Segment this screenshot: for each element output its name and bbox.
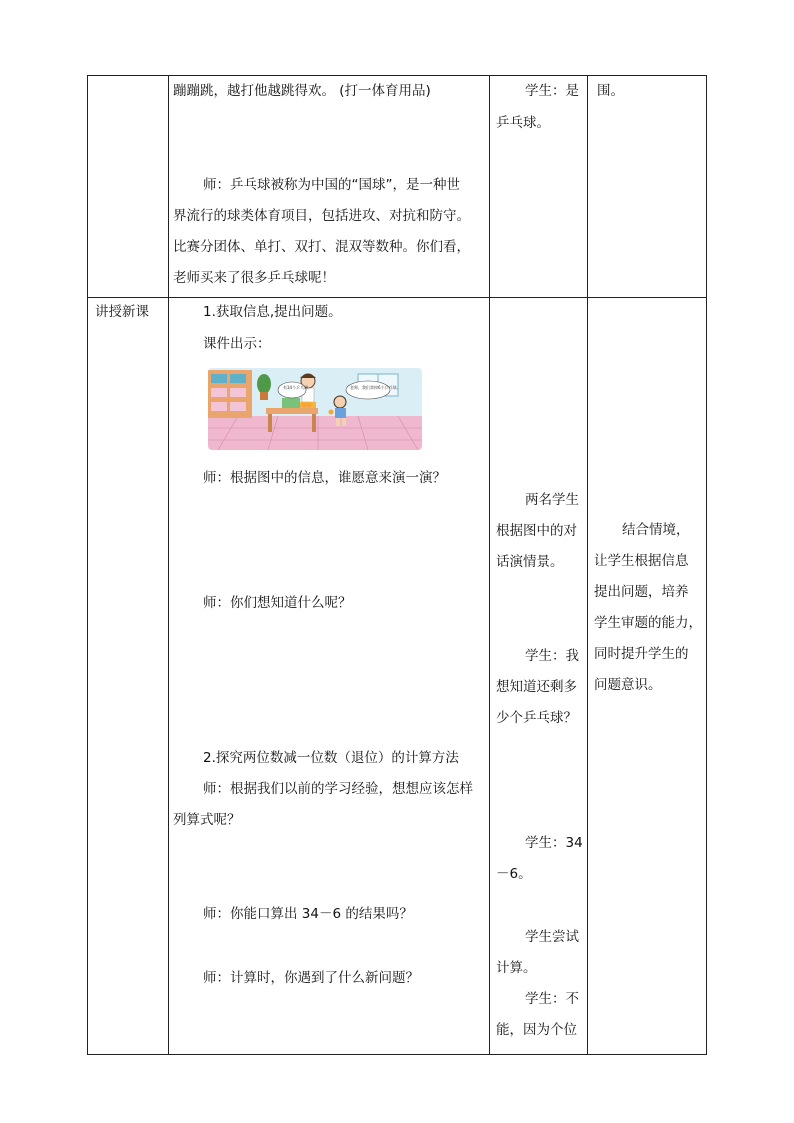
column-divider bbox=[489, 76, 490, 1054]
speech-right-text: 老师，我们拿掉6个乒乓球。 bbox=[350, 385, 401, 390]
student-text: 学生：34 bbox=[525, 835, 583, 851]
column-divider bbox=[587, 76, 588, 1054]
teacher-question: 师：根据我们以前的学习经验，想想应该怎样 bbox=[203, 781, 473, 797]
student-text: 话演情景。 bbox=[496, 554, 564, 570]
teacher-question: 列算式呢？ bbox=[173, 812, 241, 828]
student-text: 能，因为个位 bbox=[496, 1022, 577, 1038]
intent-text: 让学生根据信息 bbox=[594, 553, 689, 569]
speech-bubble-right bbox=[346, 381, 390, 399]
teacher-question: 师：你能口算出 34－6 的结果吗？ bbox=[203, 906, 413, 922]
student-text: 少个乒乓球？ bbox=[496, 710, 577, 726]
shelf bbox=[208, 370, 252, 418]
student-text: 学生尝试 bbox=[525, 929, 579, 945]
intent-text: 提出问题，培养 bbox=[594, 584, 689, 600]
student-text: 学生：不 bbox=[525, 991, 579, 1007]
lesson-plan-table bbox=[87, 75, 707, 1055]
intent-text: 学生审题的能力， bbox=[594, 615, 702, 631]
intent-text: 同时提升学生的 bbox=[594, 646, 689, 662]
student-text: 计算。 bbox=[496, 960, 537, 976]
lesson-text: 比赛分团体、单打、双打、混双等数种。你们看， bbox=[173, 239, 470, 255]
row-divider bbox=[88, 297, 706, 298]
teacher-question: 师：你们想知道什么呢？ bbox=[203, 595, 352, 611]
student-text: 根据图中的对 bbox=[496, 523, 577, 539]
student-text: 两名学生 bbox=[525, 492, 579, 508]
lesson-text: 老师买来了很多乒乓球呢！ bbox=[173, 270, 335, 286]
student-text: 学生：是 bbox=[525, 83, 579, 99]
section-label: 讲授新课 bbox=[95, 304, 149, 320]
teacher-question: 师：根据图中的信息，谁愿意来演一演？ bbox=[203, 470, 446, 486]
student-text: 想知道还剩多 bbox=[496, 679, 577, 695]
intent-text: 结合情境， bbox=[622, 522, 690, 538]
classroom-illustration bbox=[208, 368, 422, 450]
lesson-text: 界流行的球类体育项目，包括进攻、对抗和防守。 bbox=[173, 208, 470, 224]
step-heading: 2.探究两位数减一位数（退位）的计算方法 bbox=[203, 750, 459, 766]
student-text: 乒乓球。 bbox=[496, 115, 550, 131]
speech-left-text: 有34个乒乓球。 bbox=[283, 385, 313, 390]
teacher-question: 师：计算时，你遇到了什么新问题？ bbox=[203, 970, 419, 986]
riddle-text: 蹦蹦跳，越打他越跳得欢。 (打一体育用品) bbox=[173, 83, 431, 99]
student-text: －6。 bbox=[496, 866, 532, 882]
student-text: 学生：我 bbox=[525, 648, 579, 664]
lesson-text: 课件出示： bbox=[203, 336, 271, 352]
column-divider bbox=[168, 76, 169, 1054]
intent-text: 围。 bbox=[597, 83, 624, 99]
intent-text: 问题意识。 bbox=[594, 677, 662, 693]
step-heading: 1.获取信息,提出问题。 bbox=[203, 304, 342, 320]
lesson-text: 师：乒乓球被称为中国的“国球”，是一种世 bbox=[203, 177, 460, 193]
